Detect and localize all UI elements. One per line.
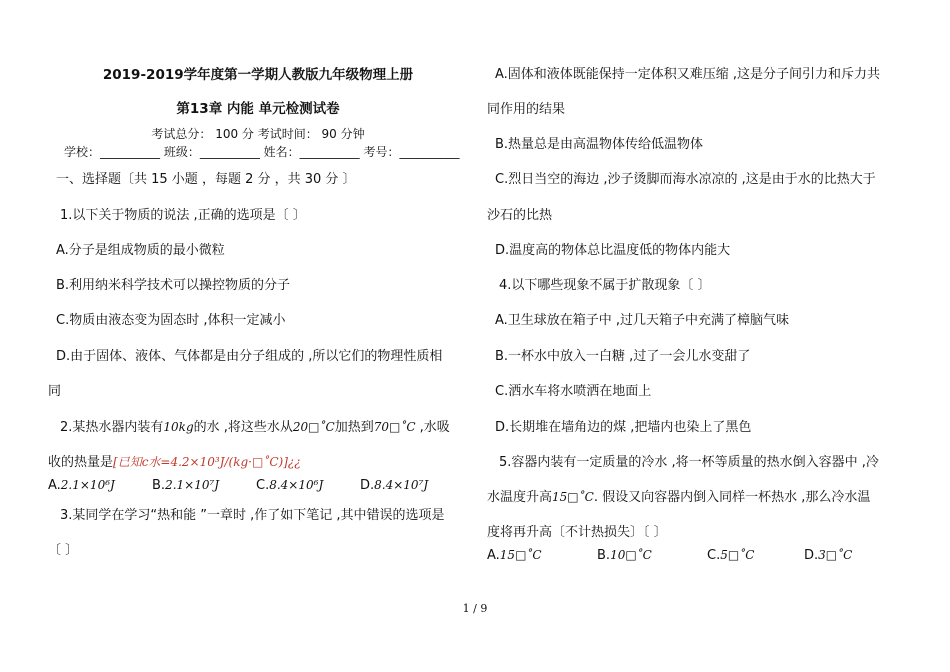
- exam-info: 考试总分： 100 分 考试时间： 90 分钟: [151, 127, 365, 141]
- q2-mass: 10kg: [163, 420, 194, 434]
- q1-option-d-line2: 同: [48, 384, 62, 399]
- q5-temp-rise: 15□˚C: [552, 490, 594, 504]
- q3-stem-line1: 3.某同学在学习“热和能 ”一章时 ,作了如下笔记 ,其中错误的选项是: [60, 508, 445, 523]
- q2-stem-line2: 收的热量是[已知c水=4.2×10³J/(kg·□˚C)]¿¿: [48, 455, 301, 470]
- q2-stem-line1: 2.某热水器内装有10kg的水 ,将这些水从20□˚C加热到70□˚C ,水吸: [60, 420, 450, 435]
- page-number: 1 / 9: [462, 602, 488, 615]
- q5-option-d: D.3□˚C: [804, 548, 853, 563]
- q2-option-b: B.2.1×10⁷J: [152, 478, 220, 493]
- q4-option-a: A.卫生球放在箱子中 ,过几天箱子中充满了樟脑气味: [495, 313, 790, 328]
- q4-option-d: D.长期堆在墙角边的煤 ,把墙内也染上了黑色: [495, 420, 752, 435]
- document-title: 2019-2019学年度第一学期人教版九年级物理上册: [102, 67, 414, 83]
- q5-stem-line2: 水温度升高15□˚C. 假设又向容器内倒入同样一杯热水 ,那么冷水温: [487, 490, 871, 505]
- q1-option-b: B.利用纳米科学技术可以操控物质的分子: [56, 278, 291, 293]
- q5-stem-line3: 度将再升高〔不计热损失〕〔 〕: [487, 525, 667, 540]
- q5-option-b: B.10□˚C: [597, 548, 652, 563]
- q4-option-b: B.一杯水中放入一白糖 ,过了一会儿水变甜了: [495, 349, 751, 364]
- q3-stem-line2: 〔 〕: [48, 543, 79, 558]
- q1-option-c: C.物质由液态变为固态时 ,体积一定减小: [56, 313, 286, 328]
- q1-option-d-line1: D.由于固体、液体、气体都是由分子组成的 ,所以它们的物理性质相: [56, 349, 443, 364]
- q3-option-c-line2: 沙石的比热: [487, 208, 553, 223]
- q2-option-a: A.2.1×10⁶J: [48, 478, 115, 493]
- student-info: 学校：__________ 班级：__________ 姓名：__________ 考号：__________: [64, 145, 460, 159]
- q2-option-c: C.8.4×10⁶J: [256, 478, 324, 493]
- q3-option-a-line2: 同作用的结果: [487, 102, 566, 117]
- q2-end-temp: 70□˚C: [373, 420, 416, 434]
- document-subtitle: 第13章 内能 单元检测试卷: [176, 101, 340, 117]
- section-heading: 一、选择题〔共 15 小题 ，每题 2 分 ，共 30 分 〕: [56, 172, 356, 187]
- q3-option-c-line1: C.烈日当空的海边 ,沙子烫脚而海水凉凉的 ,这是由于水的比热大于: [495, 172, 876, 187]
- q5-option-a: A.15□˚C: [487, 548, 542, 563]
- q4-option-c: C.洒水车将水喷洒在地面上: [495, 384, 652, 399]
- q3-option-d: D.温度高的物体总比温度低的物体内能大: [495, 243, 731, 258]
- q3-option-b: B.热量总是由高温物体传给低温物体: [495, 137, 704, 152]
- q3-option-a-line1: A.固体和液体既能保持一定体积又难压缩 ,这是分子间引力和斥力共: [495, 67, 881, 82]
- q4-stem: 4.以下哪些现象不属于扩散现象〔 〕: [499, 278, 711, 293]
- q1-option-a: A.分子是组成物质的最小微粒: [56, 243, 225, 258]
- q1-stem: 1.以下关于物质的说法 ,正确的选项是〔 〕: [60, 208, 306, 223]
- q2-start-temp: 20□˚C: [292, 420, 335, 434]
- q5-option-c: C.5□˚C: [707, 548, 755, 563]
- q5-stem-line1: 5.容器内装有一定质量的冷水 ,将一杯等质量的热水倒入容器中 ,冷: [499, 455, 879, 470]
- q2-known-formula: [已知c水=4.2×10³J/(kg·□˚C)]¿¿: [113, 455, 301, 469]
- q2-option-d: D.8.4×10⁷J: [360, 478, 429, 493]
